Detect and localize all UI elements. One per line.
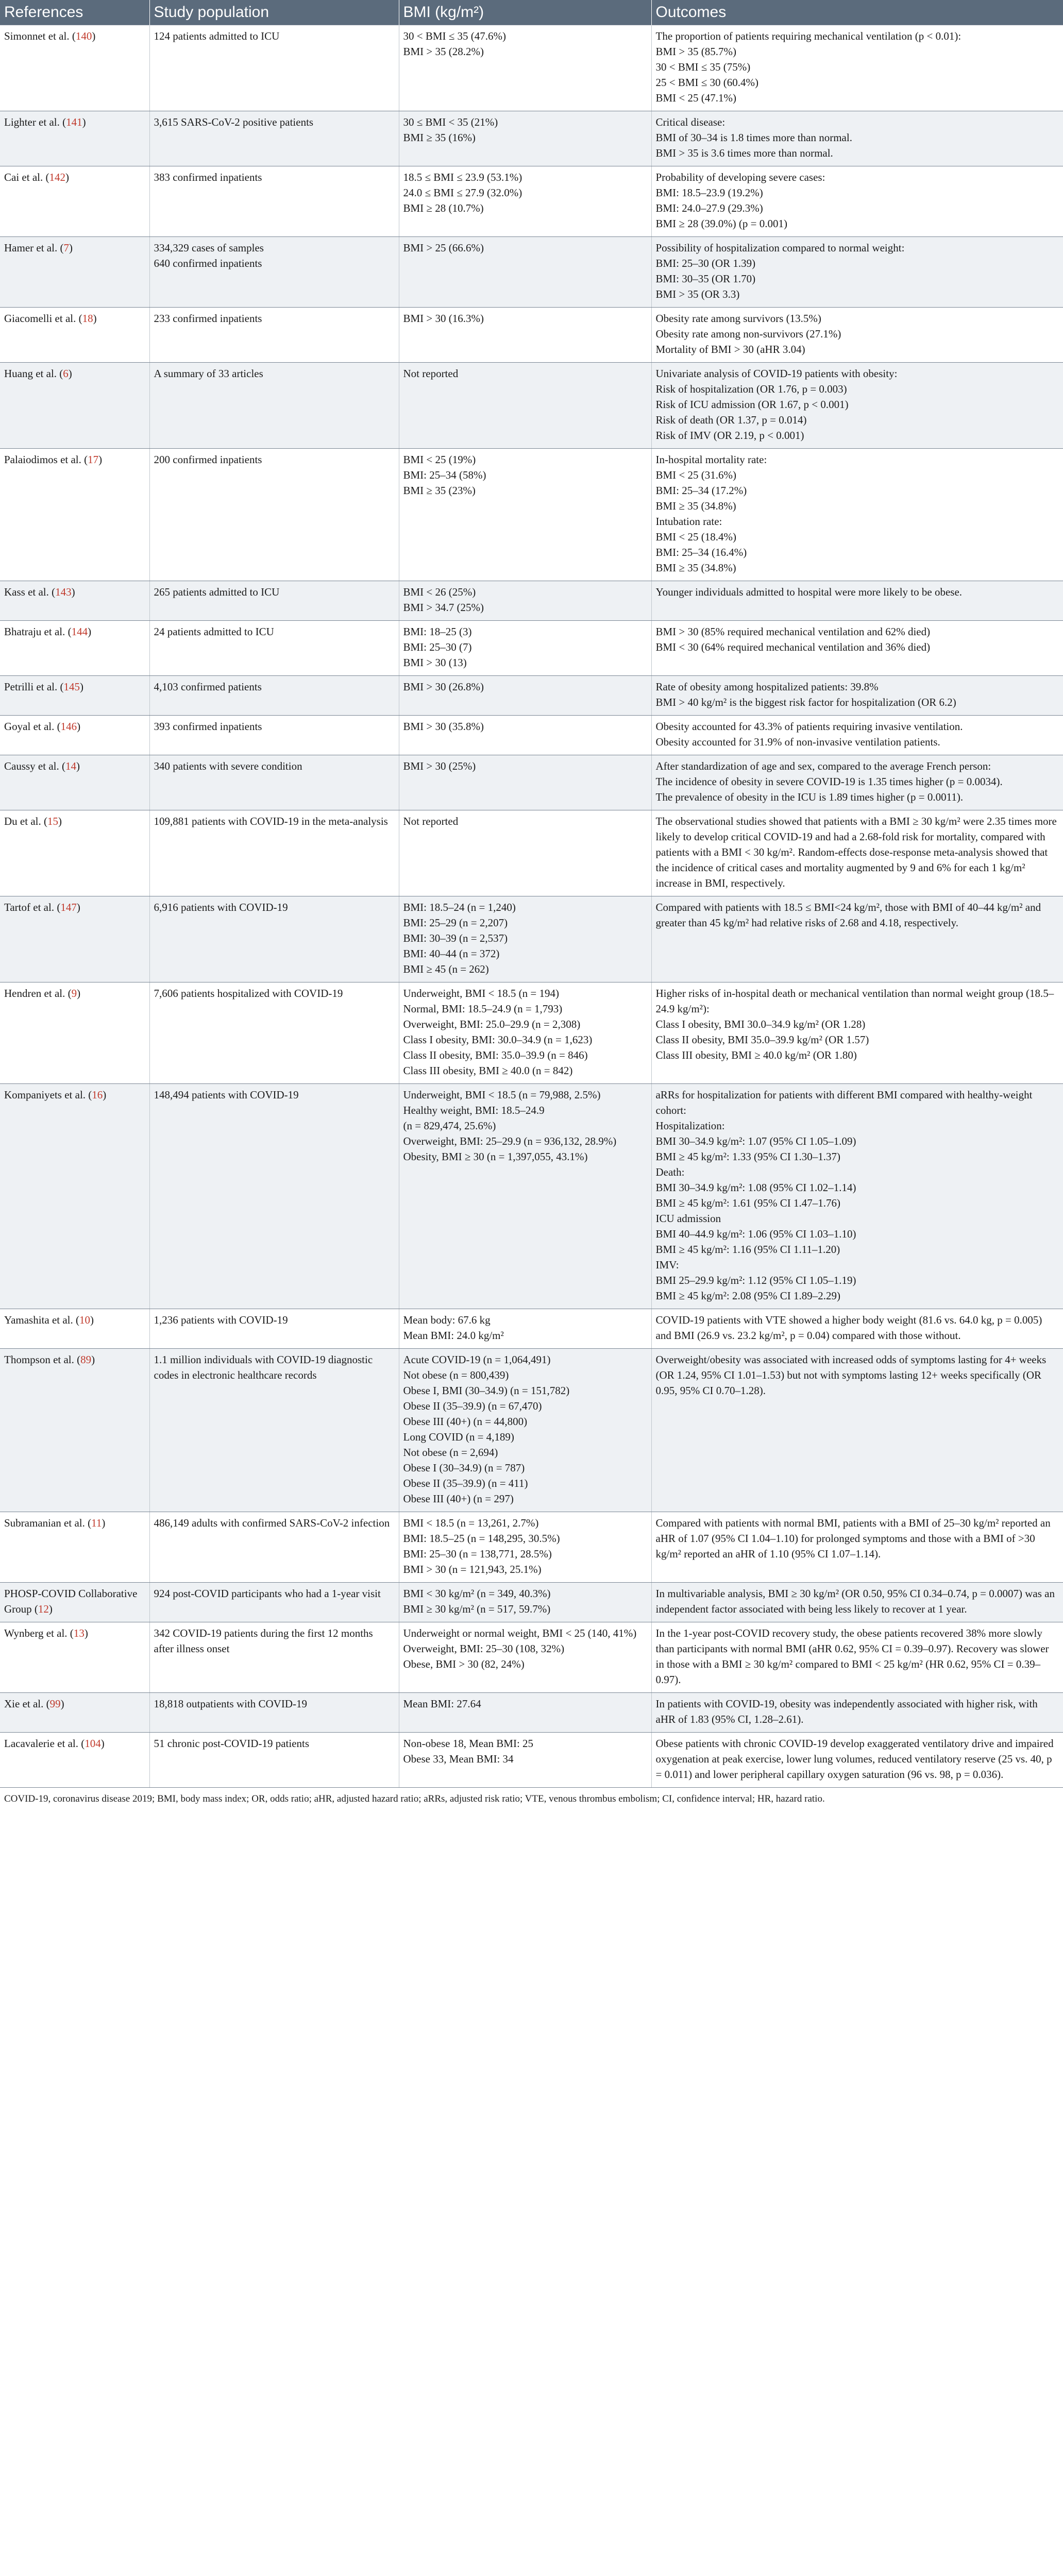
outcomes-cell: Probability of developing severe cases: BMI: 18.5–23.9 (19.2%) BMI: 24.0–27.9 (29.3%) BMI ≥ 28 (39.0%) (p = 0.001) <box>651 166 1063 237</box>
reference-close-paren: ) <box>76 760 80 772</box>
outcomes-cell: Possibility of hospitalization compared to normal weight: BMI: 25–30 (OR 1.39) BMI: 30–35 (OR 1.70) BMI > 35 (OR 3.3) <box>651 237 1063 308</box>
reference-close-paren: ) <box>71 586 75 598</box>
reference-cell <box>0 1693 149 1733</box>
study-population-cell: 18,818 outpatients with COVID-19 <box>149 1693 399 1733</box>
reference-cell <box>0 1512 149 1583</box>
reference-close-paren: ) <box>69 242 73 254</box>
reference-cell <box>0 237 149 308</box>
reference-cell <box>0 1583 149 1622</box>
reference-close-paren: ) <box>82 116 86 128</box>
table-row <box>0 1622 1063 1693</box>
outcomes-cell: Overweight/obesity was associated with increased odds of symptoms lasting for 4+ weeks (OR 1.24, 95% CI 1.01–1.53) but not with symptoms lasting 12+ weeks specifically (OR 0.95, 95% CI 0.70–1.28). <box>651 1349 1063 1512</box>
reference-link[interactable]: 99 <box>49 1698 61 1710</box>
reference-close-paren: ) <box>77 720 81 733</box>
reference-name: Lacavalerie et al. ( <box>4 1737 85 1750</box>
reference-cell <box>0 716 149 755</box>
reference-link[interactable]: 10 <box>79 1314 91 1326</box>
reference-link[interactable]: 15 <box>47 815 58 827</box>
bmi-cell: Underweight or normal weight, BMI < 25 (140, 41%) Overweight, BMI: 25–30 (108, 32%) Obese, BMI > 30 (82, 24%) <box>399 1622 651 1693</box>
reference-link[interactable]: 14 <box>65 760 76 772</box>
table-row <box>0 716 1063 755</box>
study-population-cell: 24 patients admitted to ICU <box>149 621 399 676</box>
bmi-cell: BMI < 26 (25%) BMI > 34.7 (25%) <box>399 581 651 621</box>
table-row <box>0 111 1063 166</box>
table-row <box>0 1512 1063 1583</box>
reference-link[interactable]: 143 <box>55 586 72 598</box>
bmi-cell: BMI > 30 (35.8%) <box>399 716 651 755</box>
outcomes-cell: The proportion of patients requiring mechanical ventilation (p < 0.01): BMI > 35 (85.7%) 30 < BMI ≤ 35 (75%) 25 < BMI ≤ 30 (60.4%) BMI < 25 (47.1%) <box>651 25 1063 111</box>
table-row <box>0 363 1063 449</box>
reference-close-paren: ) <box>98 453 103 466</box>
table-row <box>0 676 1063 716</box>
header-outcomes: Outcomes <box>651 0 1063 25</box>
bmi-cell: 30 < BMI ≤ 35 (47.6%) BMI > 35 (28.2%) <box>399 25 651 111</box>
outcomes-cell: Rate of obesity among hospitalized patients: 39.8% BMI > 40 kg/m² is the biggest risk factor for hospitalization (OR 6.2) <box>651 676 1063 716</box>
outcomes-cell: In the 1-year post-COVID recovery study, the obese patients recovered 38% more slowly than participants with normal BMI (aHR 0.62, 95% CI = 0.39–0.97). Recovery was slower in those with a BMI ≥ 30 kg/m² compared to BMI < 25 kg/m² (HR 0.62, 95% CI = 0.39–0.97). <box>651 1622 1063 1693</box>
reference-link[interactable]: 16 <box>92 1089 103 1101</box>
table-row <box>0 449 1063 581</box>
outcomes-cell: Obesity rate among survivors (13.5%) Obesity rate among non-survivors (27.1%) Mortality of BMI > 30 (aHR 3.04) <box>651 308 1063 363</box>
outcomes-cell: Univariate analysis of COVID-19 patients with obesity: Risk of hospitalization (OR 1.76, p = 0.003) Risk of ICU admission (OR 1.67, p < 0.001) Risk of death (OR 1.37, p = 0.014) Risk of IMV (OR 2.19, p < 0.001) <box>651 363 1063 449</box>
table-row <box>0 1084 1063 1309</box>
study-population-cell: 124 patients admitted to ICU <box>149 25 399 111</box>
study-population-cell: 393 confirmed inpatients <box>149 716 399 755</box>
study-population-cell: 1,236 patients with COVID-19 <box>149 1309 399 1349</box>
reference-cell <box>0 308 149 363</box>
reference-close-paren: ) <box>93 312 97 325</box>
table-row <box>0 237 1063 308</box>
reference-name: PHOSP-COVID Collaborative Group ( <box>4 1587 138 1615</box>
reference-name: Bhatraju et al. ( <box>4 625 72 638</box>
study-population-cell: 924 post-COVID participants who had a 1-year visit <box>149 1583 399 1622</box>
reference-cell <box>0 363 149 449</box>
table-row <box>0 308 1063 363</box>
reference-link[interactable]: 17 <box>88 453 99 466</box>
reference-link[interactable]: 13 <box>73 1627 85 1639</box>
table-footnote: COVID-19, coronavirus disease 2019; BMI, body mass index; OR, odds ratio; aHR, adjusted hazard ratio; aRRs, adjusted risk ratio; VTE, venous thrombus embolism; CI, confidence interval; HR, hazard ratio. <box>4 1793 825 1804</box>
reference-close-paren: ) <box>102 1517 106 1529</box>
study-population-cell: 342 COVID-19 patients during the first 12 months after illness onset <box>149 1622 399 1693</box>
outcomes-cell: Critical disease: BMI of 30–34 is 1.8 times more than normal. BMI > 35 is 3.6 times more than normal. <box>651 111 1063 166</box>
reference-cell <box>0 810 149 896</box>
reference-name: Subramanian et al. ( <box>4 1517 92 1529</box>
reference-link[interactable]: 142 <box>49 171 65 183</box>
study-population-cell: 3,615 SARS-CoV-2 positive patients <box>149 111 399 166</box>
reference-close-paren: ) <box>84 1627 88 1639</box>
reference-name: Thompson et al. ( <box>4 1353 81 1366</box>
bmi-cell: 30 ≤ BMI < 35 (21%) BMI ≥ 35 (16%) <box>399 111 651 166</box>
study-population-cell: 383 confirmed inpatients <box>149 166 399 237</box>
reference-close-paren: ) <box>91 1353 95 1366</box>
reference-close-paren: ) <box>88 625 92 638</box>
bmi-cell: BMI: 18–25 (3) BMI: 25–30 (7) BMI > 30 (13) <box>399 621 651 676</box>
reference-name: Tartof et al. ( <box>4 901 61 913</box>
header-bmi: BMI (kg/m²) <box>399 0 651 25</box>
reference-cell <box>0 1622 149 1693</box>
table-header <box>0 0 1063 25</box>
table-row <box>0 166 1063 237</box>
outcomes-cell: In-hospital mortality rate: BMI < 25 (31.6%) BMI: 25–34 (17.2%) BMI ≥ 35 (34.8%) Intubation rate: BMI < 25 (18.4%) BMI: 25–34 (16.4%) BMI ≥ 35 (34.8%) <box>651 449 1063 581</box>
bmi-cell: Acute COVID-19 (n = 1,064,491) Not obese (n = 800,439) Obese I, BMI (30–34.9) (n = 151,782) Obese II (35–39.9) (n = 67,470) Obese III (40+) (n = 44,800) Long COVID (n = 4,189) Not obese (n = 2,694) Obese I (30–34.9) (n = 787) Obese II (35–39.9) (n = 411) Obese III (40+) (n = 297) <box>399 1349 651 1512</box>
reference-cell <box>0 1309 149 1349</box>
reference-name: Hamer et al. ( <box>4 242 64 254</box>
reference-cell <box>0 896 149 982</box>
reference-name: Palaiodimos et al. ( <box>4 453 88 466</box>
study-population-cell: 7,606 patients hospitalized with COVID-19 <box>149 982 399 1084</box>
reference-close-paren: ) <box>76 901 80 913</box>
reference-cell <box>0 1733 149 1788</box>
reference-name: Kass et al. ( <box>4 586 56 598</box>
reference-cell <box>0 621 149 676</box>
bmi-cell: BMI > 30 (16.3%) <box>399 308 651 363</box>
bmi-cell: BMI < 18.5 (n = 13,261, 2.7%) BMI: 18.5–25 (n = 148,295, 30.5%) BMI: 25–30 (n = 138,771, 28.5%) BMI > 30 (n = 121,943, 25.1%) <box>399 1512 651 1583</box>
study-population-cell: 340 patients with severe condition <box>149 755 399 810</box>
reference-close-paren: ) <box>90 1314 94 1326</box>
table-row <box>0 581 1063 621</box>
study-population-cell: 200 confirmed inpatients <box>149 449 399 581</box>
outcomes-cell: aRRs for hospitalization for patients with different BMI compared with healthy-weight cohort: Hospitalization: BMI 30–34.9 kg/m²: 1.07 (95% CI 1.05–1.09) BMI ≥ 45 kg/m²: 1.33 (95% CI 1.30–1.37) Death: BMI 30–34.9 kg/m²: 1.08 (95% CI 1.02–1.14) BMI ≥ 45 kg/m²: 1.61 (95% CI 1.47–1.76) ICU admission BMI 40–44.9 kg/m²: 1.06 (95% CI 1.03–1.10) BMI ≥ 45 kg/m²: 1.16 (95% CI 1.11–1.20) IMV: BMI 25–29.9 kg/m²: 1.12 (95% CI 1.05–1.19) BMI ≥ 45 kg/m²: 2.08 (95% CI 1.89–2.29) <box>651 1084 1063 1309</box>
outcomes-cell: Obesity accounted for 43.3% of patients requiring invasive ventilation. Obesity accounted for 31.9% of non-invasive ventilation patients. <box>651 716 1063 755</box>
header-references: References <box>0 0 149 25</box>
reference-cell <box>0 755 149 810</box>
table-row <box>0 1583 1063 1622</box>
table-row <box>0 1309 1063 1349</box>
study-population-cell: 6,916 patients with COVID-19 <box>149 896 399 982</box>
reference-link[interactable]: 12 <box>38 1603 49 1615</box>
table-row <box>0 621 1063 676</box>
reference-close-paren: ) <box>60 1698 64 1710</box>
reference-link[interactable]: 140 <box>75 30 92 42</box>
study-population-cell: 4,103 confirmed patients <box>149 676 399 716</box>
outcomes-cell: Obese patients with chronic COVID-19 develop exaggerated ventilatory drive and impaired oxygenation at peak exercise, lower lung volumes, reduced ventilatory reserve (25 vs. 40, p = 0.011) and lower peripheral capillary oxygen saturation (96 vs. 98, p = 0.036). <box>651 1733 1063 1788</box>
outcomes-cell: Compared with patients with normal BMI, patients with a BMI of 25–30 kg/m² reported an aHR of 1.07 (95% CI 1.04–1.10) for prolonged symptoms and those with a BMI of >30 kg/m² reported an aHR of 1.10 (95% CI 1.07–1.14). <box>651 1512 1063 1583</box>
reference-cell <box>0 982 149 1084</box>
reference-name: Du et al. ( <box>4 815 47 827</box>
reference-name: Hendren et al. ( <box>4 987 72 999</box>
bmi-cell: BMI < 25 (19%) BMI: 25–34 (58%) BMI ≥ 35 (23%) <box>399 449 651 581</box>
bmi-cell: Not reported <box>399 810 651 896</box>
outcomes-cell: After standardization of age and sex, compared to the average French person: The incidence of obesity in severe COVID-19 is 1.35 times higher (p = 0.0034). The prevalence of obesity in the ICU is 1.89 times higher (p = 0.0011). <box>651 755 1063 810</box>
reference-link[interactable]: 144 <box>71 625 88 638</box>
outcomes-cell: BMI > 30 (85% required mechanical ventilation and 62% died) BMI < 30 (64% required mechanical ventilation and 36% died) <box>651 621 1063 676</box>
study-population-cell: 486,149 adults with confirmed SARS-CoV-2 infection <box>149 1512 399 1583</box>
header-study-population: Study population <box>149 0 399 25</box>
reference-link[interactable]: 147 <box>60 901 77 913</box>
reference-cell <box>0 1084 149 1309</box>
reference-link[interactable]: 9 <box>71 987 77 999</box>
reference-cell <box>0 166 149 237</box>
outcomes-cell: In multivariable analysis, BMI ≥ 30 kg/m² (OR 0.50, 95% CI 0.34–0.74, p = 0.0007) was an independent factor associated with being less likely to recover at 1 year. <box>651 1583 1063 1622</box>
study-population-cell: 334,329 cases of samples 640 confirmed inpatients <box>149 237 399 308</box>
table-row <box>0 25 1063 111</box>
outcomes-cell: Compared with patients with 18.5 ≤ BMI<24 kg/m², those with BMI of 40–44 kg/m² and greater than 45 kg/m² had relative risks of 2.68 and 4.18, respectively. <box>651 896 1063 982</box>
bmi-cell: BMI < 30 kg/m² (n = 349, 40.3%) BMI ≥ 30 kg/m² (n = 517, 59.7%) <box>399 1583 651 1622</box>
reference-name: Goyal et al. ( <box>4 720 61 733</box>
study-population-cell: 233 confirmed inpatients <box>149 308 399 363</box>
reference-cell <box>0 111 149 166</box>
reference-cell <box>0 449 149 581</box>
bmi-cell: 18.5 ≤ BMI ≤ 23.9 (53.1%) 24.0 ≤ BMI ≤ 27.9 (32.0%) BMI ≥ 28 (10.7%) <box>399 166 651 237</box>
bmi-cell: Non-obese 18, Mean BMI: 25 Obese 33, Mean BMI: 34 <box>399 1733 651 1788</box>
reference-link[interactable]: 141 <box>66 116 82 128</box>
reference-name: Xie et al. ( <box>4 1698 50 1710</box>
reference-name: Kompaniyets et al. ( <box>4 1089 92 1101</box>
outcomes-cell: Higher risks of in-hospital death or mechanical ventilation than normal weight group (18.5–24.9 kg/m²): Class I obesity, BMI 30.0–34.9 kg/m² (OR 1.28) Class II obesity, BMI 35.0–39.9 kg/m² (OR 1.57) Class III obesity, BMI ≥ 40.0 kg/m² (OR 1.80) <box>651 982 1063 1084</box>
reference-close-paren: ) <box>100 1737 105 1750</box>
study-population-cell: 51 chronic post-COVID-19 patients <box>149 1733 399 1788</box>
study-population-cell: 148,494 patients with COVID-19 <box>149 1084 399 1309</box>
reference-link[interactable]: 7 <box>63 242 69 254</box>
outcomes-cell: In patients with COVID-19, obesity was independently associated with higher risk, with aHR of 1.83 (95% CI, 1.28–2.61). <box>651 1693 1063 1733</box>
reference-name: Huang et al. ( <box>4 367 63 380</box>
bmi-cell: Underweight, BMI < 18.5 (n = 79,988, 2.5%) Healthy weight, BMI: 18.5–24.9 (n = 829,474, 25.6%) Overweight, BMI: 25–29.9 (n = 936,132, 28.9%) Obesity, BMI ≥ 30 (n = 1,397,055, 43.1%) <box>399 1084 651 1309</box>
reference-name: Yamashita et al. ( <box>4 1314 80 1326</box>
reference-close-paren: ) <box>92 30 96 42</box>
bmi-cell: BMI > 25 (66.6%) <box>399 237 651 308</box>
reference-name: Giacomelli et al. ( <box>4 312 82 325</box>
reference-link[interactable]: 18 <box>82 312 93 325</box>
outcomes-cell: COVID-19 patients with VTE showed a higher body weight (81.6 vs. 64.0 kg, p = 0.005) and BMI (26.9 vs. 23.2 kg/m², p = 0.04) compared with those without. <box>651 1309 1063 1349</box>
reference-cell <box>0 25 149 111</box>
table-row <box>0 1733 1063 1788</box>
bmi-cell: Underweight, BMI < 18.5 (n = 194) Normal, BMI: 18.5–24.9 (n = 1,793) Overweight, BMI: 25.0–29.9 (n = 2,308) Class I obesity, BMI: 30.0–34.9 (n = 1,623) Class II obesity, BMI: 35.0–39.9 (n = 846) Class III obesity, BMI ≥ 40.0 (n = 842) <box>399 982 651 1084</box>
table-row <box>0 982 1063 1084</box>
bmi-cell: BMI > 30 (26.8%) <box>399 676 651 716</box>
reference-link[interactable]: 11 <box>91 1517 102 1529</box>
table-row <box>0 810 1063 896</box>
outcomes-cell: Younger individuals admitted to hospital were more likely to be obese. <box>651 581 1063 621</box>
bmi-cell: Mean BMI: 27.64 <box>399 1693 651 1733</box>
reference-cell <box>0 676 149 716</box>
bmi-cell: Not reported <box>399 363 651 449</box>
reference-name: Petrilli et al. ( <box>4 681 64 693</box>
table-body <box>0 25 1063 1788</box>
study-population-cell: 265 patients admitted to ICU <box>149 581 399 621</box>
reference-close-paren: ) <box>65 171 69 183</box>
bmi-cell: Mean body: 67.6 kg Mean BMI: 24.0 kg/m² <box>399 1309 651 1349</box>
reference-close-paren: ) <box>79 681 83 693</box>
reference-link[interactable]: 6 <box>63 367 69 380</box>
reference-name: Lighter et al. ( <box>4 116 66 128</box>
reference-close-paren: ) <box>103 1089 107 1101</box>
reference-link[interactable]: 145 <box>63 681 80 693</box>
reference-name: Simonnet et al. ( <box>4 30 76 42</box>
reference-link[interactable]: 89 <box>80 1353 92 1366</box>
reference-cell <box>0 581 149 621</box>
reference-link[interactable]: 146 <box>60 720 77 733</box>
study-population-cell: 109,881 patients with COVID-19 in the meta-analysis <box>149 810 399 896</box>
bmi-cell: BMI > 30 (25%) <box>399 755 651 810</box>
reference-name: Caussy et al. ( <box>4 760 65 772</box>
reference-name: Cai et al. ( <box>4 171 49 183</box>
outcomes-cell: The observational studies showed that patients with a BMI ≥ 30 kg/m² were 2.35 times more likely to develop critical COVID-19 and had a 2.68-fold risk for mortality, compared with patients with a BMI < 30 kg/m². Random-effects dose-response meta-analysis showed that the incidence of critical cases and mortality augmented by 9 and 6% for each 1 kg/m² increase in BMI, respectively. <box>651 810 1063 896</box>
reference-close-paren: ) <box>48 1603 53 1615</box>
table-row <box>0 755 1063 810</box>
study-population-cell: 1.1 million individuals with COVID-19 diagnostic codes in electronic healthcare records <box>149 1349 399 1512</box>
header-row <box>0 0 1063 25</box>
reference-link[interactable]: 104 <box>85 1737 101 1750</box>
reference-cell <box>0 1349 149 1512</box>
reference-close-paren: ) <box>68 367 72 380</box>
bmi-cell: BMI: 18.5–24 (n = 1,240) BMI: 25–29 (n = 2,207) BMI: 30–39 (n = 2,537) BMI: 40–44 (n = 372) BMI ≥ 45 (n = 262) <box>399 896 651 982</box>
table-row <box>0 896 1063 982</box>
study-population-cell: A summary of 33 articles <box>149 363 399 449</box>
reference-close-paren: ) <box>77 987 81 999</box>
table-row <box>0 1349 1063 1512</box>
table-row <box>0 1693 1063 1733</box>
reference-name: Wynberg et al. ( <box>4 1627 74 1639</box>
reference-close-paren: ) <box>58 815 62 827</box>
